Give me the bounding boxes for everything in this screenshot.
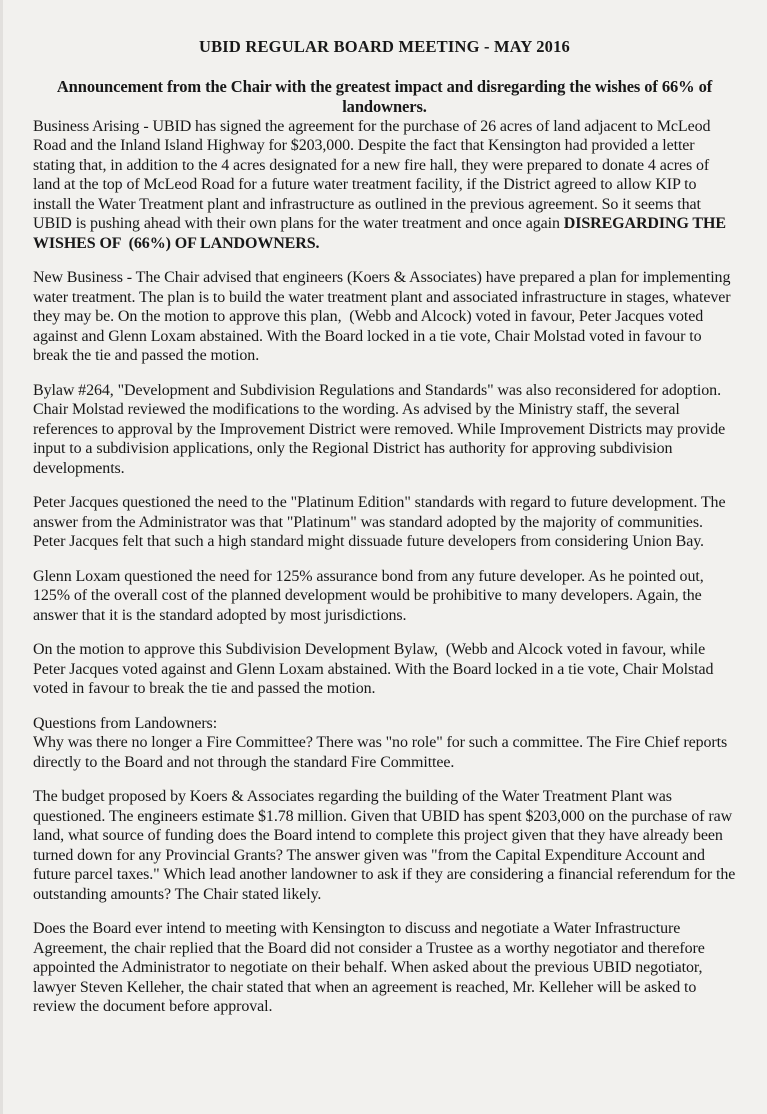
paragraph-questions-from-landowners [33,714,736,773]
paragraph-text: Bylaw #264, "Development and Subdivision Regulations and Standards" was also reconsidered for adoption. Chair Molstad reviewed the modifications to the wording. As advised by the Ministry staff, the several references to approval by the Improvement District were removed. While Improvement Districts may provide input to a subdivision applications, only the Regional District has authority for approving subdivision developments. [33,381,730,477]
paragraph-business-arising [33,117,736,254]
paragraph-text: Why was there no longer a Fire Committee? There was "no role" for such a committee. The Fire Chief reports directly to the Board and not through the standard Fire Committee. [33,734,732,771]
paragraph-platinum-edition [33,493,736,552]
paragraph-subdivision-motion [33,640,736,699]
paragraph-assurance-bond [33,567,736,626]
document-content [3,0,767,1017]
paragraph-text: Peter Jacques questioned the need to the "Platinum Edition" standards with regard to future development. The answer from the Administrator was that "Platinum" was standard adopted by the majority of communities. Peter Jacques felt that such a high standard might dissuade future developers from considering Union Bay. [33,494,730,550]
paragraph-text: On the motion to approve this Subdivision Development Bylaw, (Webb and Alcock voted in favour, while Peter Jacques voted against and Glenn Loxam abstained. With the Board locked in a tie vote, Chair Molstad voted in favour to break the tie and passed the motion. [33,641,718,697]
document-subtitle: Announcement from the Chair with the greatest impact and disregarding the wishes of 66% of landowners. [56,76,713,116]
bold-emphasis: DISREGARDING THE WISHES OF (66%) OF LANDOWNERS. [33,215,730,252]
document-title: UBID REGULAR BOARD MEETING - MAY 2016 [198,37,571,56]
paragraph-bylaw-264 [33,381,736,479]
paragraph-new-business [33,268,736,366]
paragraph-lead-line: Questions from Landowners: [33,714,218,732]
paragraph-text: Does the Board ever intend to meeting with Kensington to discuss and negotiate a Water Infrastructure Agreement, the chair replied that the Board did not consider a Trustee as a worthy negotiator and therefore appointed the Administrator to negotiate on their behalf. When asked about the previous UBID negotiator, lawyer Steven Kelleher, the chair stated that when an agreement is reached, Mr. Kelleher will be asked to review the document before approval. [33,920,709,1015]
paragraph-text: Business Arising - UBID has signed the agreement for the purchase of 26 acres of land adjacent to McLeod Road and the Inland Island Highway for $203,000. Despite the fact that Kensington had provided a letter stating that, in addition to the 4 acres designated for a new fire hall, they were prepared to donate 4 acres of land at the top of McLeod Road for a future water treatment facility, if the District agreed to allow KIP to install the Water Treatment plant and infrastructure as outlined in the previous agreement. So it seems that UBID is pushing ahead with their own plans for the water treatment and once again [33,117,715,232]
paragraph-text: Glenn Loxam questioned the need for 125% assurance bond from any future developer. As he pointed out, 125% of the overall cost of the planned development would be prohibitive to many developers. Again, the answer that it is the standard adopted by most jurisdictions. [33,567,708,624]
paragraph-text: The budget proposed by Koers & Associates regarding the building of the Water Treatment Plant was questioned. The engineers estimate $1.78 million. Given that UBID has spent $203,000 on the purchase of raw land, what source of funding does the Board intend to complete this project given that they have already been turned down for any Provincial Grants? The answer given was "from the Capital Expenditure Account and future parcel taxes." Which lead another landowner to ask if they are considering a financial referendum for the outstanding amounts? The Chair stated likely. [33,788,740,903]
paragraph-text: New Business - The Chair advised that engineers (Koers & Associates) have prepared a plan for implementing water treatment. The plan is to build the water treatment plant and associated infrastructure in stages, whatever they may be. On the motion to approve this plan, (Webb and Alcock) voted in favour, Peter Jacques voted against and Glenn Loxam abstained. With the Board locked in a tie vote, Chair Molstad voted in favour to break the tie and passed the motion. [33,269,735,364]
paragraph-budget-question [33,787,740,904]
paragraph-kensington-negotiation [33,919,736,1017]
